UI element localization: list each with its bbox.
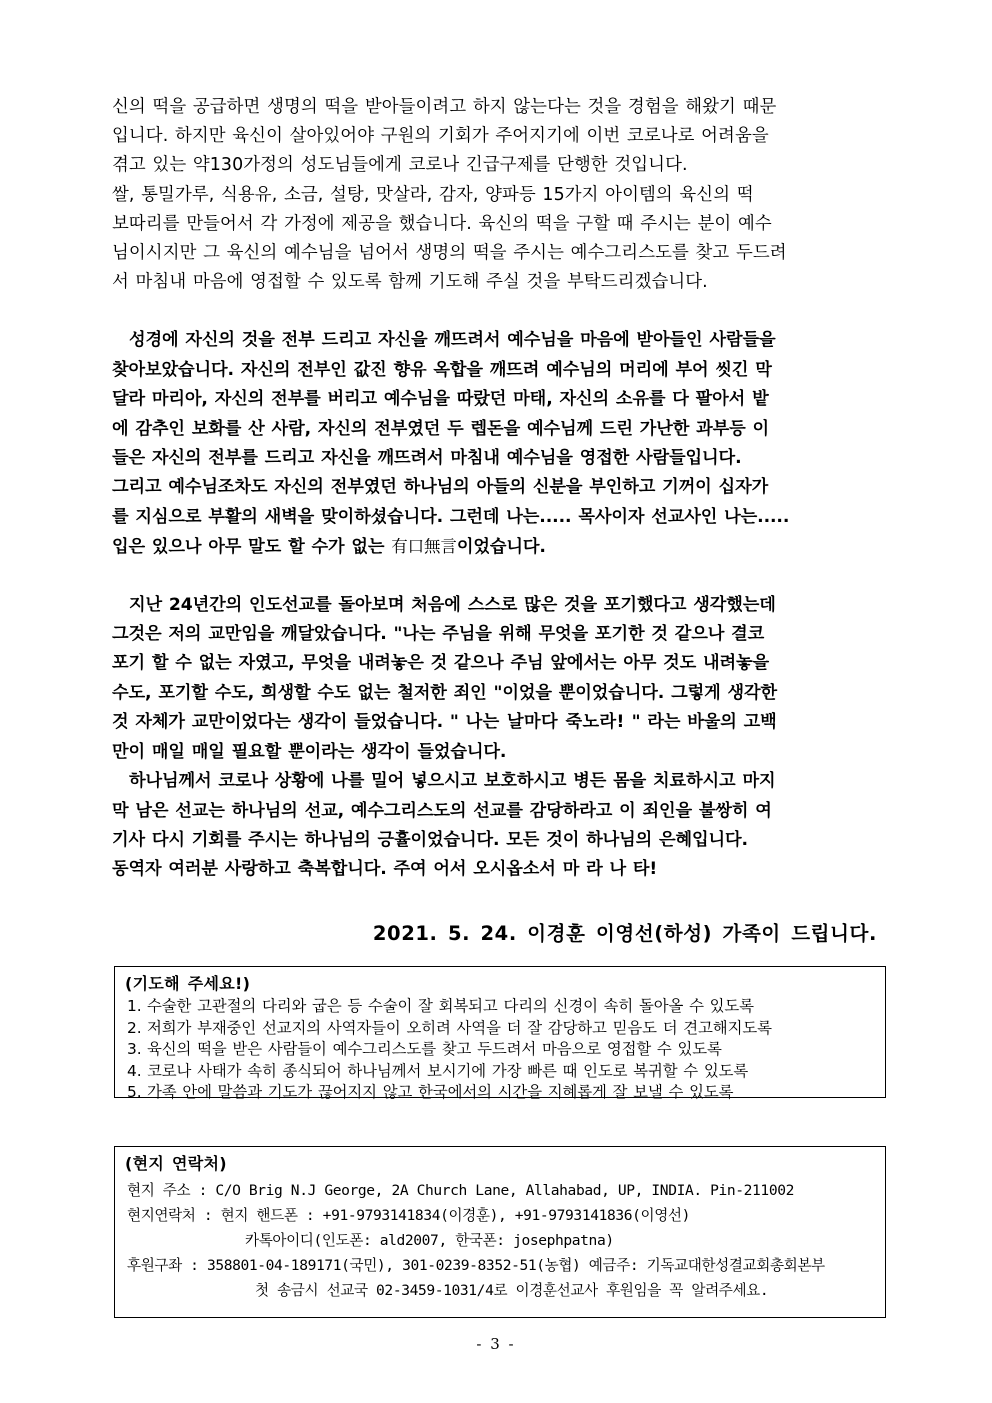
paragraph-3-line-2: 찾아보았습니다. 자신의 전부인 값진 향유 옥합을 깨뜨려 예수님의 머리에 부어 씻긴 막 <box>112 359 772 380</box>
prayer-item-text: 가족 안에 말씀과 기도가 끊어지지 않고 한국에서의 시간을 지혜롭게 잘 보낼 수 있도록 <box>147 1083 734 1101</box>
list-item <box>127 1082 879 1104</box>
paragraph-spacer-2 <box>112 563 887 591</box>
paul-confession-quote: 나는 날마다 죽노라! <box>465 712 625 733</box>
paragraph-4-quote-line <box>112 708 887 737</box>
paragraph-4-line-4: 수도, 포기할 수도, 희생할 수도 없는 철저한 죄인 "이었을 뿐이었습니다. 그렇게 생각한 <box>112 682 777 703</box>
prayer-item-number: 3. <box>127 1040 142 1058</box>
paragraph-3-line-6: 그리고 예수님조차도 자신의 전부였던 하나님의 아들의 신분을 부인하고 기꺼이 십자가 <box>112 477 769 498</box>
signature-line: 2021. 5. 24. 이경훈 이영선(하성) 가족이 드립니다. <box>372 922 877 945</box>
list-item <box>127 996 879 1018</box>
contact-detail-lines <box>115 1176 885 1303</box>
paragraph-5-line-4: 동역자 여러분 사랑하고 축복합니다. 주여 어서 오시옵소서 마 라 나 타! <box>112 859 658 880</box>
paragraph-2-line-1: 쌀, 통밀가루, 식용유, 소금, 설탕, 맛살라, 감자, 양파등 15가지 아이템의 육신의 떡 <box>112 184 754 205</box>
quote-line-prefix: 것 자체가 교만이었다는 생각이 들었습니다. " <box>112 712 466 733</box>
paragraph-3-line-4: 에 감추인 보화를 산 사람, 자신의 전부였던 두 렙돈을 예수님께 드린 가난한 과부등 이 <box>112 418 770 439</box>
paragraph-1-line-1: 신의 떡을 공급하면 생명의 떡을 받아들이려고 하지 않는다는 것을 경험을 해왔기 때문 <box>112 97 777 117</box>
paragraph-5 <box>112 767 887 885</box>
prayer-item-text: 육신의 떡을 받은 사람들이 예수그리스도를 찾고 두드려서 마음으로 영접할 수 있도록 <box>147 1040 722 1058</box>
prayer-box-title: (기도해 주세요!) <box>125 974 251 993</box>
paragraph-2-line-4: 서 마침내 마음에 영접할 수 있도록 함께 기도해 주실 것을 부탁드리겠습니다. <box>112 272 708 293</box>
paragraph-1 <box>112 93 887 181</box>
page-number: - 3 - <box>476 1335 516 1353</box>
paragraph-4-line-6: 만이 매일 매일 필요할 뿐이라는 생각이 들었습니다. <box>112 741 507 762</box>
list-item <box>127 1061 879 1083</box>
prayer-item-text: 저희가 부재중인 선교지의 사역자들이 오히려 사역을 더 잘 감당하고 믿음도 더 견고해지도록 <box>147 1018 772 1037</box>
paragraph-1-line-3: 겪고 있는 약130가정의 성도님들에게 코로나 긴급구제를 단행한 것입니다. <box>112 155 688 176</box>
prayer-request-list <box>115 996 885 1104</box>
paragraph-spacer-1 <box>112 297 887 326</box>
paragraph-3-hanja-suffix: 이었습니다. <box>456 537 546 558</box>
paragraph-5-line-1: 하나님께서 코로나 상황에 나를 밀어 넣으시고 보호하시고 병든 몸을 치료하시고 마지 <box>129 771 776 792</box>
paragraph-2 <box>112 181 887 298</box>
paragraph-3-line-7: 를 지심으로 부활의 새벽을 맞이하셨습니다. 그런데 나는..... 목사이자 선교사인 나는..... <box>112 506 790 527</box>
paragraph-3 <box>112 326 887 562</box>
paragraph-5-line-2: 막 남은 선교는 하나님의 선교, 예수그리스도의 선교를 감당하라고 이 죄인을 불쌍히 여 <box>112 800 772 821</box>
paragraph-4-line-1: 지난 24년간의 인도선교를 돌아보며 처음에 스스로 많은 것을 포기했다고 생각했는데 <box>129 594 776 615</box>
list-item <box>127 1039 879 1061</box>
body-text-region <box>112 93 887 885</box>
list-item <box>127 1018 879 1040</box>
contact-phone-line: 현지연락처 : 현지 핸드폰 : +91-9793141834(이경훈), +91-9793141836(이영선) <box>127 1207 690 1224</box>
paragraph-3-line-1: 성경에 자신의 것을 전부 드리고 자신을 깨뜨려서 예수님을 마음에 받아들인 사람들을 <box>129 330 776 351</box>
paragraph-2-line-2: 보따리를 만들어서 각 가정에 제공을 했습니다. 육신의 떡을 구할 때 주시는 분이 예수 <box>112 213 772 234</box>
prayer-item-text: 코로나 사태가 속히 종식되어 하나님께서 보시기에 가장 빠른 때 인도로 복귀할 수 있도록 <box>147 1061 749 1080</box>
paragraph-4 <box>112 591 887 767</box>
paragraph-3-hanja-prefix: 입은 있으나 아무 말도 할 수가 없는 <box>112 537 392 558</box>
paragraph-1-line-2: 입니다. 하지만 육신이 살아있어야 구원의 기회가 주어지기에 이번 코로나로 어려움을 <box>112 126 769 147</box>
contact-account-line: 후원구좌 : 358801-04-189171(국민), 301-0239-8352-51(농협) 예금주: 기독교대한성결교회총회본부 <box>127 1257 825 1274</box>
paragraph-2-line-3: 님이시지만 그 육신의 예수님을 넘어서 생명의 떡을 주시는 예수그리스도를 찾고 두드려 <box>112 243 787 264</box>
paragraph-5-line-3: 기사 다시 기회를 주시는 하나님의 긍휼이었습니다. 모든 것이 하나님의 은혜입니다. <box>112 829 748 850</box>
paragraph-4-line-2: 그것은 저의 교만임을 깨달았습니다. "나는 주님을 위해 무엇을 포기한 것 같으나 결코 <box>112 624 765 645</box>
paragraph-3-line-8 <box>112 532 887 562</box>
contact-address-line: 현지 주소 : C/O Brig N.J George, 2A Church Lane, Allahabad, UP, INDIA. Pin-211002 <box>127 1182 794 1199</box>
contact-remittance-note: 첫 송금시 선교국 02-3459-1031/4로 이경훈선교사 후원임을 꼭 알려주세요. <box>255 1282 769 1299</box>
contact-box-title: (현지 연락처) <box>125 1154 227 1173</box>
paragraph-4-line-3: 포기 할 수 없는 자였고, 무엇을 내려놓은 것 같으나 주님 앞에서는 아무 것도 내려놓을 <box>112 653 770 674</box>
prayer-item-number: 4. <box>127 1061 142 1080</box>
prayer-item-number: 1. <box>127 997 142 1015</box>
prayer-item-number: 2. <box>127 1018 142 1037</box>
paragraph-3-line-5: 들은 자신의 전부를 드리고 자신을 깨뜨려서 마침내 예수님을 영접한 사람들입니다. <box>112 448 742 469</box>
prayer-item-text: 수술한 고관절의 다리와 굽은 등 수술이 잘 회복되고 다리의 신경이 속히 돌아올 수 있도록 <box>147 997 754 1015</box>
prayer-item-number: 5. <box>127 1083 142 1101</box>
local-contact-box <box>114 1146 886 1318</box>
contact-kakao-line: 카톡아이디(인도폰: ald2007, 한국폰: josephpatna) <box>245 1232 614 1249</box>
paragraph-3-line-3: 달라 마리아, 자신의 전부를 버리고 예수님을 따랐던 마태, 자신의 소유를 다 팔아서 밭 <box>112 389 769 410</box>
hanja-phrase: 有口無言 <box>391 537 457 557</box>
prayer-request-box <box>114 966 886 1101</box>
quote-line-suffix: " 라는 바울의 고백 <box>624 712 777 733</box>
